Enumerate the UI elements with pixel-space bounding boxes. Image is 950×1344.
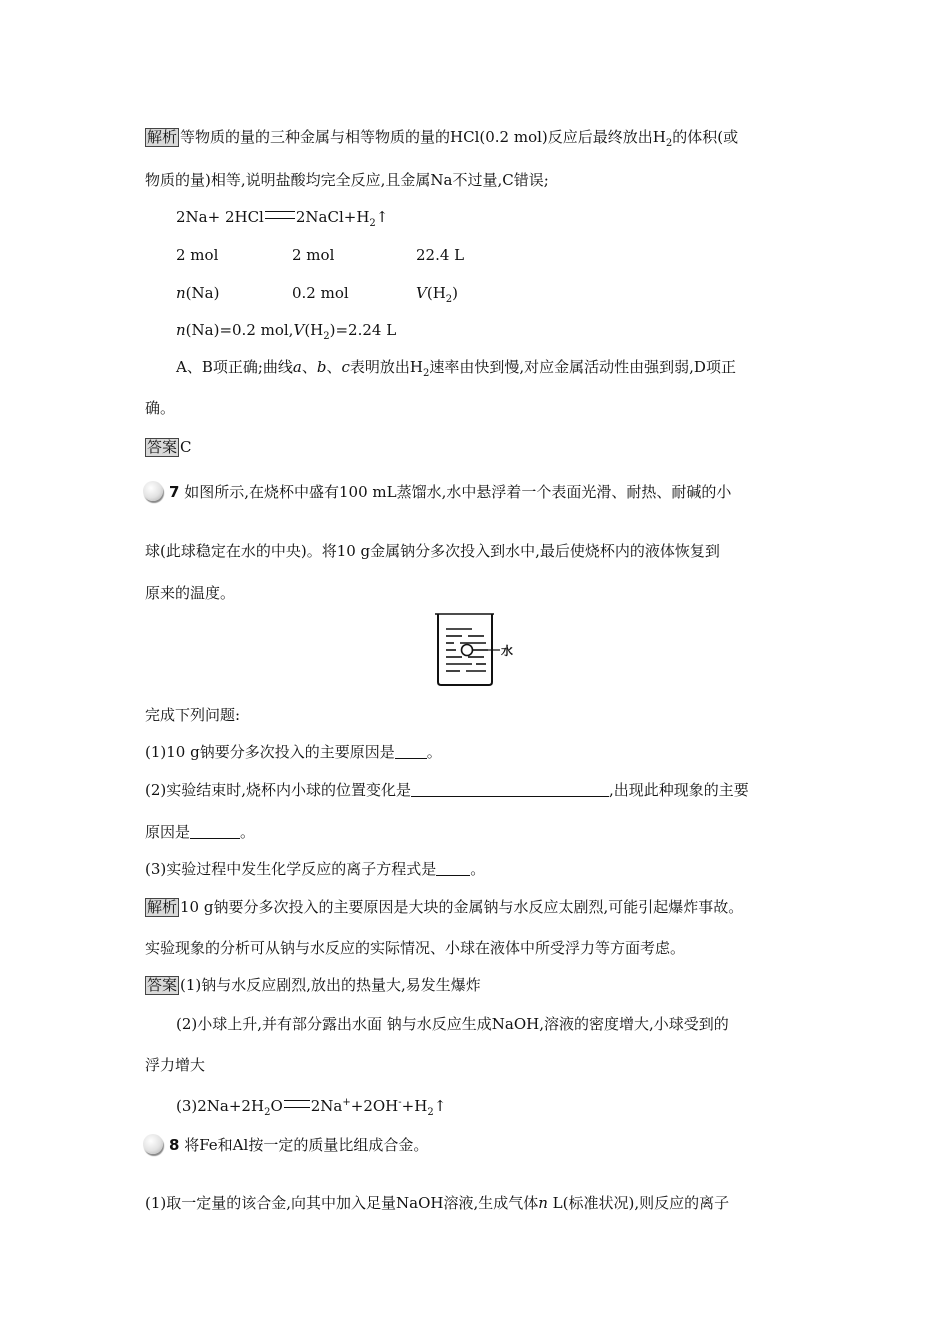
q7-stem-line-1: 7 如图所示,在烧杯中盛有100 mL蒸馏水,水中悬浮着一个表面光滑、耐热、耐碱的小 [143,481,731,502]
answer-blank-1[interactable] [395,743,427,759]
q6-result: n(Na)=0.2 $mol,V(H_2)=2.24$ L [176,321,397,342]
beaker-figure [432,612,522,688]
up-arrow-icon: ↑ [433,1097,447,1115]
q7-sub2-line-2: 原因是 。 [145,823,256,841]
answer-label: 答案 [147,438,178,456]
q7-sub2-line-1: (2)实验结束时,烧杯内小球的位置变化是 ,出现此种现象的主要 [145,781,749,799]
q6-row3-b: 0.2 mol [292,284,349,302]
question-number: 7 [169,483,180,501]
floating-ball [462,645,473,656]
q6-row3-c: $V(H_2)$ [416,284,459,305]
q7-answer-2-line-1: (2)小球上升,并有部分露出水面 钠与水反应生成NaOH,溶液的密度增大,小球受到的 [176,1015,729,1033]
q8-sub1: (1)取一定量的该合金,向其中加入足量NaOH溶液,生成气体n L(标准状况),则反应的离子 [145,1194,730,1212]
q7-answer-1: 答案 (1)钠与水反应剧烈,放出的热量大,易发生爆炸 [147,976,481,994]
q7-stem-line-3: 原来的温度。 [145,584,236,602]
question-bullet-icon [143,1134,163,1154]
answer-blank-3[interactable] [190,823,240,839]
figure-label-water: 水 [501,644,514,658]
q6-row2-a: 2 mol [176,246,219,264]
analysis-label: 解析 [147,898,178,916]
q7-answer-3: $(3)2Na+2H_2O$ $2Na^++2OH^-+H_2↑$ [176,1097,447,1118]
up-arrow-icon: ↑ [375,208,389,226]
answer-label: 答案 [147,976,178,994]
question-bullet-icon [143,481,163,501]
q6-row2-b: 2 mol [292,246,335,264]
q6-analysis-line-2: 物质的量)相等,说明盐酸均完全反应,且金属Na不过量,C错误; [145,171,549,189]
q6-conclusion-line-1: A、B项正确;曲线a、b、c表明放出$H_2$速率由快到慢,对应金属活动性由强到弱,D项正 [176,358,736,379]
q6-answer: 答案 C [147,438,192,456]
equals-sign [265,211,295,219]
q7-sub1: (1)10 g钠要分多次投入的主要原因是 。 [145,743,442,761]
question-number: 8 [169,1136,180,1154]
q6-analysis-line-1: 解析 等物质的量的三种金属与相等物质的量的HCl(0.2 mol)反应后最终放出$H_2$的体积(或 [147,128,739,149]
equals-sign [284,1100,310,1108]
q6-equation: 2Na+ 2HCl $2NaCl+H_2↑$ [176,208,389,229]
q7-sub3: (3)实验过程中发生化学反应的离子方程式是 。 [145,860,486,878]
q6-row3-a: n(Na) [176,284,220,302]
q6-conclusion-line-2: 确。 [145,399,176,417]
q6-row2-c: 22.4 L [416,246,465,264]
answer-blank-4[interactable] [436,860,470,876]
q8-stem: 8 将Fe和Al按一定的质量比组成合金。 [143,1134,428,1155]
analysis-label: 解析 [147,128,178,146]
q7-analysis-line-2: 实验现象的分析可从钠与水反应的实际情况、小球在液体中所受浮力等方面考虑。 [145,939,686,957]
q7-intro: 完成下列问题: [145,706,241,724]
q7-answer-2-line-2: 浮力增大 [145,1056,206,1074]
answer-blank-2[interactable] [411,781,609,797]
q7-analysis-line-1: 解析 10 g钠要分多次投入的主要原因是大块的金属钠与水反应太剧烈,可能引起爆炸事故。 [147,898,744,916]
q7-stem-line-2: 球(此球稳定在水的中央)。将10 g金属钠分多次投入到水中,最后使烧杯内的液体恢复到 [145,542,720,560]
